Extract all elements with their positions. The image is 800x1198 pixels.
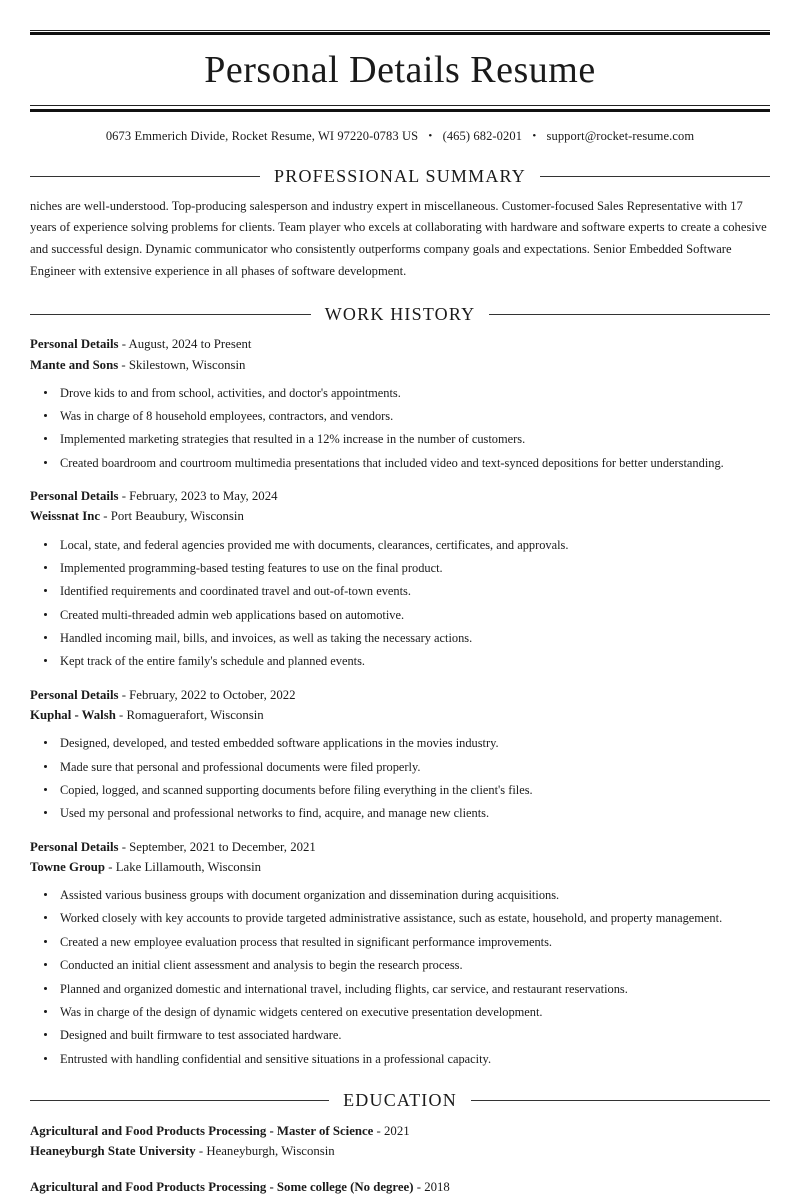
contact-line: [30, 129, 770, 144]
contact-email[interactable]: support@rocket-resume.com: [546, 128, 695, 143]
contact-address: 0673 Emmerich Divide, Rocket Resume, WI 97220-0783 US: [105, 128, 419, 143]
education-school: Heaneyburgh State University: [30, 1144, 196, 1159]
work-history-entry: [30, 486, 770, 671]
education-list: [30, 1121, 770, 1198]
section-rule-left: [30, 1100, 329, 1101]
job-bullet: Created boardroom and courtroom multimedia presentations that included video and text-synced depositions for better understanding.: [30, 454, 770, 472]
section-rule-right: [489, 314, 770, 315]
job-bullet: Designed and built firmware to test associated hardware.: [30, 1026, 770, 1044]
section-rule-left: [30, 176, 260, 177]
job-dates: February, 2023 to May, 2024: [129, 489, 278, 504]
job-bullet-list: [30, 886, 770, 1068]
job-company-line: Weissnat Inc - Port Beaubury, Wisconsin: [30, 509, 244, 524]
education-program-line: Agricultural and Food Products Processing - Some college (No degree) - 2018: [30, 1180, 450, 1195]
job-bullet: Entrusted with handling confidential and sensitive situations in a professional capacity.: [30, 1050, 770, 1068]
job-company: Towne Group: [30, 859, 106, 874]
job-title: Personal Details: [30, 839, 119, 854]
job-bullet: Created multi-threaded admin web applications based on automotive.: [30, 606, 770, 624]
job-title: Personal Details: [30, 687, 119, 702]
section-header-work-history: [30, 304, 770, 325]
job-location: Port Beaubury, Wisconsin: [110, 509, 244, 524]
education-location: Heaneyburgh, Wisconsin: [206, 1144, 335, 1159]
job-bullet: Planned and organized domestic and international travel, including flights, car service, and restaurant reservations.: [30, 980, 770, 998]
job-bullet: Handled incoming mail, bills, and invoices, as well as taking the necessary actions.: [30, 629, 770, 647]
job-bullet: Created a new employee evaluation process that resulted in significant performance improvements.: [30, 933, 770, 951]
section-rule-left: [30, 314, 311, 315]
job-bullet-list: [30, 734, 770, 822]
education-entry: [30, 1177, 770, 1197]
job-bullet: Kept track of the entire family's schedule and planned events.: [30, 652, 770, 670]
job-bullet: Local, state, and federal agencies provided me with documents, clearances, certificates, and approvals.: [30, 536, 770, 554]
job-bullet: Assisted various business groups with document organization and dissemination during acquisitions.: [30, 886, 770, 904]
job-bullet: Made sure that personal and professional documents were filed properly.: [30, 758, 770, 776]
job-title-line: Personal Details - February, 2022 to October, 2022: [30, 687, 296, 702]
job-title-line: Personal Details - September, 2021 to December, 2021: [30, 839, 316, 854]
job-dates: August, 2024 to Present: [128, 337, 252, 352]
job-title: Personal Details: [30, 489, 119, 504]
section-rule-right: [471, 1100, 770, 1101]
contact-separator-1: •: [428, 129, 433, 142]
job-bullet: Conducted an initial client assessment and analysis to begin the research process.: [30, 956, 770, 974]
section-rule-right: [540, 176, 770, 177]
job-bullet: Designed, developed, and tested embedded software applications in the movies industry.: [30, 734, 770, 752]
section-title-education: EDUCATION: [343, 1089, 457, 1110]
job-bullet: Was in charge of the design of dynamic widgets centered on executive presentation development.: [30, 1003, 770, 1021]
job-bullet: Implemented programming-based testing features to use on the final product.: [30, 559, 770, 577]
job-bullet: Copied, logged, and scanned supporting documents before filing everything in the client's files.: [30, 781, 770, 799]
job-bullet: Used my personal and professional networks to find, acquire, and manage new clients.: [30, 804, 770, 822]
work-history-entry: [30, 685, 770, 823]
work-history-entry: [30, 837, 770, 1068]
education-program: Agricultural and Food Products Processing - Some college (No degree): [30, 1180, 414, 1195]
job-bullet: Implemented marketing strategies that resulted in a 12% increase in the number of customers.: [30, 430, 770, 448]
job-location: Romaguerafort, Wisconsin: [126, 708, 264, 722]
section-header-education: [30, 1090, 770, 1111]
job-company: Mante and Sons: [30, 357, 119, 372]
job-company-line: Kuphal - Walsh - Romaguerafort, Wisconsin: [30, 708, 264, 722]
header-top-rule: [30, 30, 770, 35]
page-title: Personal Details Resume: [204, 49, 596, 91]
job-location: Lake Lillamouth, Wisconsin: [115, 859, 262, 874]
job-bullet: Drove kids to and from school, activities, and doctor's appointments.: [30, 384, 770, 402]
education-school-line: Heaneyburgh State University - Heaneyburgh, Wisconsin: [30, 1144, 335, 1159]
job-dates: February, 2022 to October, 2022: [129, 687, 296, 702]
job-title-line: Personal Details - August, 2024 to Present: [30, 337, 252, 352]
job-dates: September, 2021 to December, 2021: [129, 839, 316, 854]
job-company: Weissnat Inc: [30, 509, 101, 524]
header-bottom-rule: [30, 105, 770, 112]
education-program: Agricultural and Food Products Processing - Master of Science: [30, 1123, 374, 1138]
job-company-line: Mante and Sons - Skilestown, Wisconsin: [30, 357, 246, 372]
job-title-line: Personal Details - February, 2023 to May, 2024: [30, 489, 278, 504]
contact-phone: (465) 682-0201: [442, 128, 523, 143]
section-title-summary: PROFESSIONAL SUMMARY: [274, 165, 526, 186]
resume-page: [0, 30, 800, 1198]
job-bullet: Worked closely with key accounts to provide targeted administrative assistance, such as estate, household, and property management.: [30, 909, 770, 927]
education-entry: [30, 1121, 770, 1161]
summary-text: niches are well-understood. Top-producing salesperson and industry expert in miscellaneous. Customer-focused Sales Representative with 17 years of experience solving problems for clients. Team player who excels at collaborating with hardware and software experts to create a cohesive and successful design. Dynamic communicator who consistently outperforms company goals and expectations. Senior Embedded Software Engineer with extensive experience in all phases of software development.: [30, 198, 767, 278]
work-history-list: [30, 334, 770, 1068]
job-location: Skilestown, Wisconsin: [128, 357, 246, 372]
section-title-work-history: WORK HISTORY: [324, 304, 476, 325]
contact-separator-2: •: [532, 129, 537, 142]
job-bullet-list: [30, 384, 770, 472]
education-program-line: Agricultural and Food Products Processing - Master of Science - 2021: [30, 1123, 410, 1138]
job-company-line: Towne Group - Lake Lillamouth, Wisconsin: [30, 859, 262, 874]
education-year: 2018: [424, 1180, 450, 1195]
job-company: Kuphal - Walsh: [30, 708, 116, 722]
job-bullet: Identified requirements and coordinated travel and out-of-town events.: [30, 582, 770, 600]
job-bullet-list: [30, 536, 770, 671]
section-header-summary: [30, 166, 770, 187]
job-title: Personal Details: [30, 337, 119, 352]
work-history-entry: [30, 334, 770, 472]
job-bullet: Was in charge of 8 household employees, contractors, and vendors.: [30, 407, 770, 425]
education-year: 2021: [384, 1123, 410, 1138]
